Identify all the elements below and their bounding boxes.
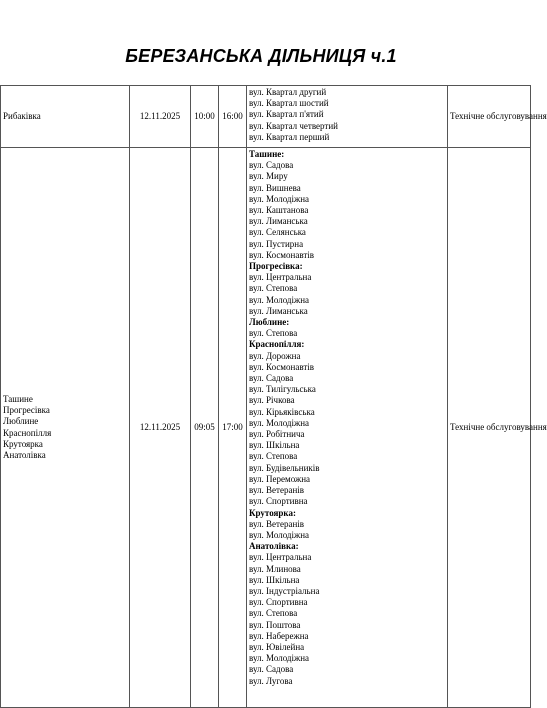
street-item: вул. Ювілейна xyxy=(249,641,305,652)
street-item: вул. Індустріальна xyxy=(249,585,320,596)
street-item: вул. Степова xyxy=(249,451,298,462)
settlements-cell xyxy=(1,148,130,708)
village-heading: Ташине: xyxy=(249,149,285,159)
street-item: вул. Ветеранів xyxy=(249,518,305,529)
settlement-name: Анатолівка xyxy=(3,449,46,460)
page-title: БЕРЕЗАНСЬКА ДІЛЬНИЦЯ ч.1 xyxy=(125,46,397,66)
street-item: вул. Квартал другий xyxy=(249,87,327,97)
street-item: вул. Переможна xyxy=(249,473,311,484)
street-item: вул. Квартал четвертий xyxy=(249,120,338,131)
street-item: вул. Робітнича xyxy=(249,429,305,440)
village-heading: Анатолівка: xyxy=(249,541,299,552)
settlement-name: Рибаківка xyxy=(3,110,41,121)
street-item: вул. Молодіжна xyxy=(249,653,310,664)
street-item: вул. Спортивна xyxy=(249,597,308,608)
settlements-cell xyxy=(1,86,130,148)
outage-schedule-table xyxy=(0,85,547,708)
street-item: вул. Пустирна xyxy=(249,238,304,249)
street-item: вул. Будівельників xyxy=(249,462,320,473)
street-item: вул. Садова xyxy=(249,664,294,675)
street-item: вул. Молодіжна xyxy=(249,294,310,305)
street-item: вул. Набережна xyxy=(249,630,309,641)
streets-cell xyxy=(247,148,448,708)
street-item: вул. Степова xyxy=(249,283,298,294)
start-time-cell: 09:05 xyxy=(191,148,219,708)
village-heading: Крутоярка: xyxy=(249,507,296,518)
village-heading: Прогресівка: xyxy=(249,261,303,272)
street-item: вул. Космонавтів xyxy=(249,249,315,260)
street-item: вул. Поштова xyxy=(249,619,301,630)
street-item: вул. Шкільна xyxy=(249,440,300,451)
street-item: вул. Млинова xyxy=(249,563,301,574)
street-item: вул. Садова xyxy=(249,373,294,384)
street-item: вул. Садова xyxy=(249,160,294,171)
street-item: вул. Лугова xyxy=(249,675,293,686)
settlement-name: Прогресівка xyxy=(3,405,50,416)
street-item: вул. Центральна xyxy=(249,272,312,283)
village-heading: Краснопілля: xyxy=(249,339,305,350)
village-heading: Люблине: xyxy=(249,317,290,328)
street-item: вул. Дорожна xyxy=(249,350,301,361)
street-item: вул. Річкова xyxy=(249,395,295,406)
street-item: вул. Молодіжна xyxy=(249,193,310,204)
work-type-cell: Технічне обслуговування xyxy=(448,148,531,708)
street-item: вул. Вишнева xyxy=(249,182,301,193)
settlement-name: Ташине xyxy=(3,393,33,404)
street-item: вул. Ветеранів xyxy=(249,485,305,496)
street-item: вул. Степова xyxy=(249,328,298,339)
end-time-cell: 17:00 xyxy=(219,148,247,708)
street-item: вул. Молодіжна xyxy=(249,417,310,428)
street-item: вул. Космонавтів xyxy=(249,361,315,372)
table-row xyxy=(1,86,531,148)
street-item: вул. Квартал п'ятий xyxy=(249,109,324,120)
street-item: вул. Квартал шостий xyxy=(249,98,329,109)
street-item: вул. Степова xyxy=(249,608,298,619)
date-cell: 12.11.2025 xyxy=(130,148,191,708)
street-item: вул. Лиманська xyxy=(249,216,308,227)
settlement-name: Крутоярка xyxy=(3,438,43,449)
street-item: вул. Миру xyxy=(249,171,288,182)
streets-cell xyxy=(247,86,448,148)
street-item: вул. Тилігульська xyxy=(249,384,316,395)
street-item: вул. Молодіжна xyxy=(249,529,310,540)
street-item: вул. Селянська xyxy=(249,227,306,238)
street-item: вул. Каштанова xyxy=(249,205,309,216)
street-item: вул. Квартал перший xyxy=(249,131,330,142)
work-type-cell: Технічне обслуговування xyxy=(448,86,531,148)
street-item: вул. Центральна xyxy=(249,552,312,563)
settlement-name: Люблине xyxy=(3,416,39,427)
date-cell: 12.11.2025 xyxy=(130,86,191,148)
end-time-cell: 16:00 xyxy=(219,86,247,148)
table-row xyxy=(1,148,531,708)
street-item: вул. Спортивна xyxy=(249,496,308,507)
street-item: вул. Кірьяківська xyxy=(249,406,315,417)
street-item: вул. Лиманська xyxy=(249,305,308,316)
start-time-cell: 10:00 xyxy=(191,86,219,148)
settlement-name: Краснопілля xyxy=(3,427,52,438)
street-item: вул. Шкільна xyxy=(249,574,300,585)
